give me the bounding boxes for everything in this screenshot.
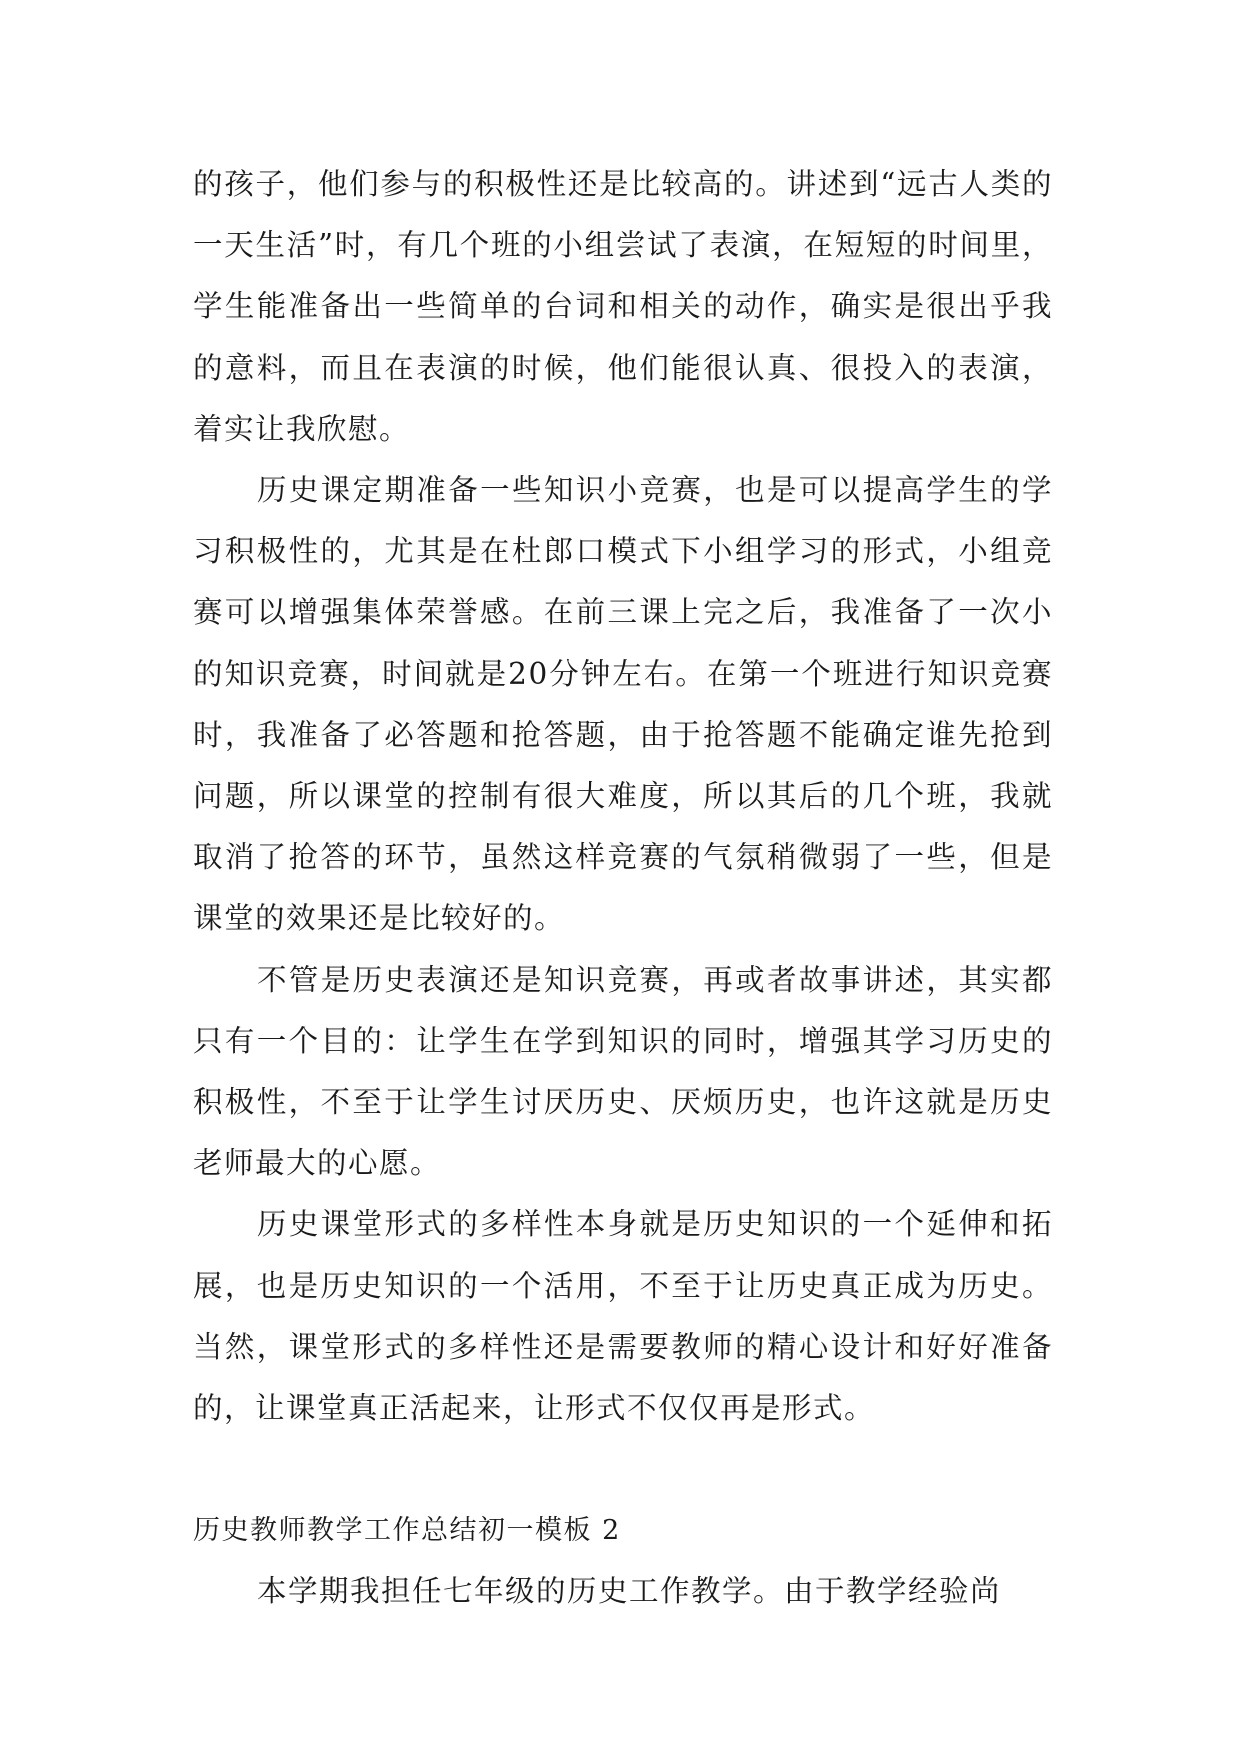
paragraph-intro: 本学期我担任七年级的历史工作教学。由于教学经验尚 xyxy=(257,1574,1002,1609)
document-body xyxy=(193,154,1053,1623)
paragraph-knowledge-contest: 历史课定期准备一些知识小竞赛，也是可以提高学生的学习积极性的，尤其是在杜郎口模式下小组学习的形式，小组竞赛可以增强集体荣誉感。在前三课上完之后，我准备了一次小的知识竞赛，时间就是20分钟左右。在第一个班进行知识竞赛时，我准备了必答题和抢答题，由于抢答题不能确定谁先抢到问题，所以课堂的控制有很大难度，所以其后的几个班，我就取消了抢答的环节，虽然这样竞赛的气氛稍微弱了一些，但是课堂的效果还是比较好的。 xyxy=(193,473,1053,936)
section-heading: 历史教师教学工作总结初一模板 2 xyxy=(193,1515,621,1547)
paragraph-continued: 的孩子，他们参与的积极性还是比较高的。讲述到“远古人类的一天生活”时，有几个班的小组尝试了表演，在短短的时间里，学生能准备出一些简单的台词和相关的动作，确实是很出乎我的意料，而且在表演的时候，他们能很认真、很投入的表演，着实让我欣慰。 xyxy=(193,167,1053,446)
paragraph-diversity: 历史课堂形式的多样性本身就是历史知识的一个延伸和拓展，也是历史知识的一个活用，不至于让历史真正成为历史。当然，课堂形式的多样性还是需要教师的精心设计和好好准备的，让课堂真正活起来，让形式不仅仅再是形式。 xyxy=(193,1207,1053,1426)
paragraph-purpose: 不管是历史表演还是知识竞赛，再或者故事讲述，其实都只有一个目的：让学生在学到知识的同时，增强其学习历史的积极性，不至于让学生讨厌历史、厌烦历史，也许这就是历史老师最大的心愿。 xyxy=(193,962,1053,1181)
section-spacer xyxy=(193,1439,1053,1500)
